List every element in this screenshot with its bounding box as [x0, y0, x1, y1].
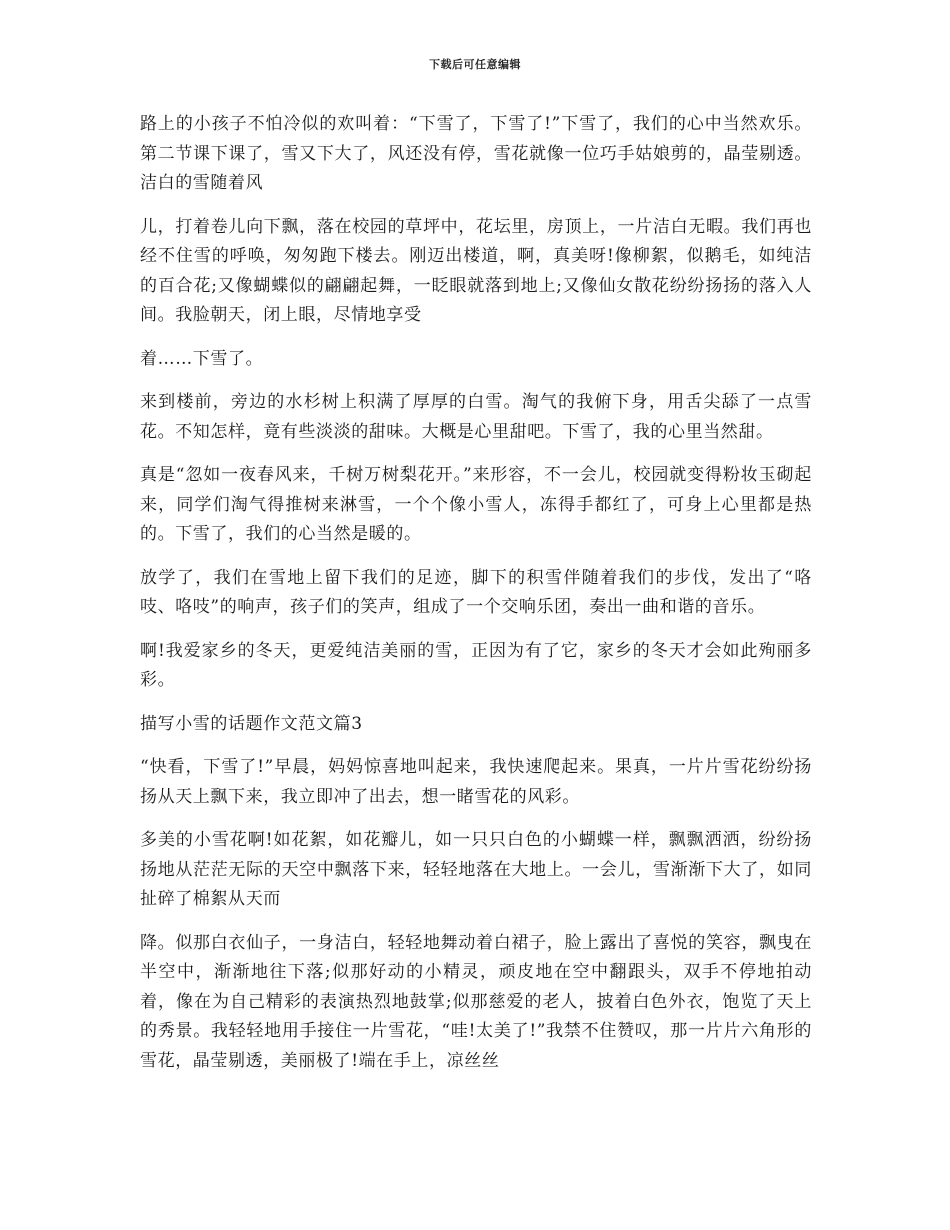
section-heading: 描写小雪的话题作文范文篇3 [140, 713, 363, 734]
paragraph: 多美的小雪花啊!如花絮，如花瓣儿，如一只只白色的小蝴蝶一样，飘飘洒洒，纷纷扬扬地从茫茫无际的天空中飘落下来，轻轻地落在大地上。一会儿，雪渐渐下大了，如同扯碎了棉絮从天而 [140, 830, 812, 909]
paragraph: “快看，下雪了!”早晨，妈妈惊喜地叫起来，我快速爬起来。果真，一片片雪花纷纷扬扬从天上飘下来，我立即冲了出去，想一睹雪花的风彩。 [140, 757, 812, 807]
paragraph: 降。似那白衣仙子，一身洁白，轻轻地舞动着白裙子，脸上露出了喜悦的笑容，飘曳在半空中，渐渐地往下落;似那好动的小精灵，顽皮地在空中翻跟头，双手不停地拍动着，像在为自己精彩的表演热烈地鼓掌;似那慈爱的老人，披着白色外衣，饱览了天上的秀景。我轻轻地用手接住一片雪花，“哇!太美了!”我禁不住赞叹，那一片片六角形的雪花，晶莹剔透，美丽极了!端在手上，凉丝丝 [140, 932, 812, 1071]
paragraph: 儿，打着卷儿向下飘，落在校园的草坪中，花坛里，房顶上，一片洁白无暇。我们再也经不住雪的呼唤，匆匆跑下楼去。刚迈出楼道，啊，真美呀!像柳絮，似鹅毛，如纯洁的百合花;又像蝴蝶似的翩翩起舞，一眨眼就落到地上;又像仙女散花纷纷扬扬的落入人间。我脸朝天，闭上眼，尽情地享受 [140, 216, 812, 325]
paragraph: 来到楼前，旁边的水杉树上积满了厚厚的白雪。淘气的我俯下身，用舌尖舔了一点雪花。不知怎样，竟有些淡淡的甜味。大概是心里甜吧。下雪了，我的心里当然甜。 [140, 392, 812, 442]
article-body [140, 110, 812, 1090]
paragraph: 路上的小孩子不怕冷似的欢叫着：“下雪了，下雪了!”下雪了，我们的心中当然欢乐。第二节课下课了，雪又下大了，风还没有停，雪花就像一位巧手姑娘剪的，晶莹剔透。洁白的雪随着风 [140, 114, 812, 193]
paragraph: 着……下雪了。 [140, 348, 264, 369]
paragraph: 真是“忽如一夜春风来，千树万树梨花开。”来形容，不一会儿，校园就变得粉妆玉砌起来，同学们淘气得推树来淋雪，一个个像小雪人，冻得手都红了，可身上心里都是热的。下雪了，我们的心当然是暖的。 [140, 465, 812, 544]
page-header: 下载后可任意编辑 [429, 58, 521, 71]
paragraph: 放学了，我们在雪地上留下我们的足迹，脚下的积雪伴随着我们的步伐，发出了“咯吱、咯吱”的响声，孩子们的笑声，组成了一个交响乐团，奏出一曲和谐的音乐。 [140, 567, 812, 617]
paragraph: 啊!我爱家乡的冬天，更爱纯洁美丽的雪，正因为有了它，家乡的冬天才会如此殉丽多彩。 [140, 640, 812, 690]
